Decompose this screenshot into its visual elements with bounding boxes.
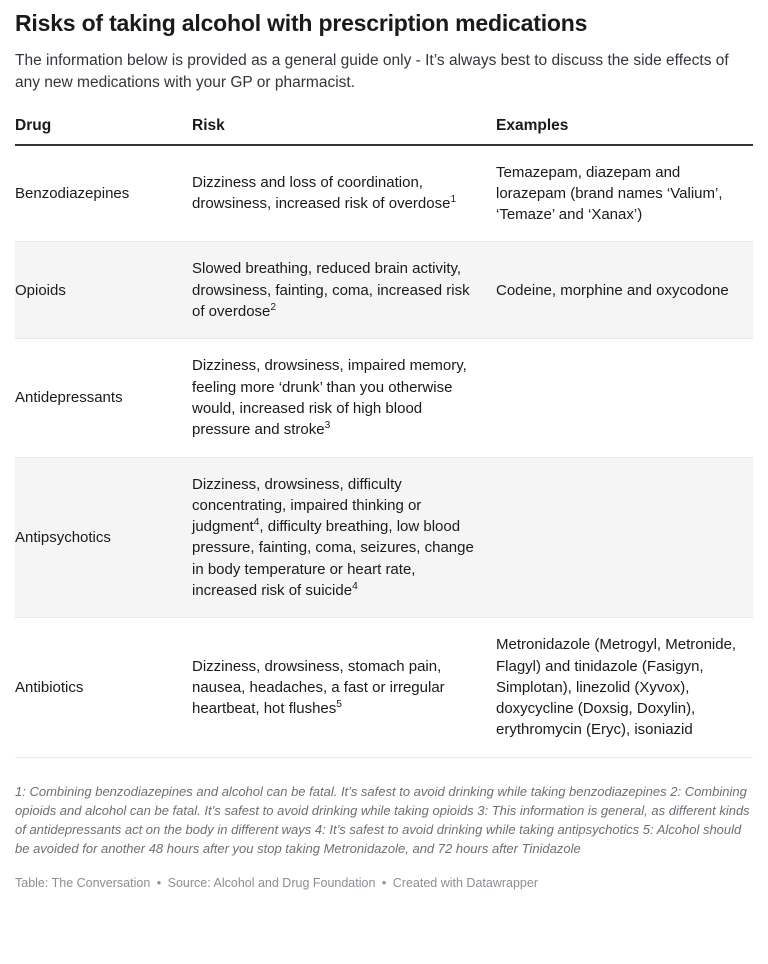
- cell-drug: Opioids: [15, 242, 192, 339]
- cell-drug: Antibiotics: [15, 618, 192, 757]
- credit-separator-2: •: [381, 876, 387, 891]
- table-credit: Table: The Conversation: [15, 876, 151, 891]
- column-header-risk: Risk: [192, 117, 496, 145]
- cell-risk: Dizziness, drowsiness, stomach pain, nausea, headaches, a fast or irregular heartbeat, hot flushes$^5$: [192, 618, 496, 757]
- table-row: [15, 618, 753, 757]
- column-header-drug: Drug: [15, 117, 192, 145]
- footnote-marker: 4: [253, 517, 260, 529]
- footnote-marker: 5: [336, 699, 342, 711]
- footnote-marker: 4: [352, 580, 358, 592]
- risks-table: [15, 117, 753, 758]
- page-title: Risks of taking alcohol with prescription medications: [15, 10, 588, 36]
- cell-examples: [496, 339, 753, 457]
- footer-credit: [15, 875, 753, 893]
- table-wrapper: [15, 117, 753, 758]
- column-header-examples: Examples: [496, 117, 753, 145]
- table-header: [15, 117, 753, 145]
- footnote-marker: 3: [324, 420, 331, 432]
- cell-examples: Metronidazole (Metrogyl, Metronide, Flagyl) and tinidazole (Fasigyn, Simplotan), linezolid (Xyvox), doxycycline (Doxsig, Doxylin), erythromycin (Eryc), isoniazid: [496, 618, 753, 757]
- cell-risk: Slowed breathing, reduced brain activity, drowsiness, fainting, coma, increased risk of overdose$^2$: [192, 242, 496, 339]
- cell-risk: Dizziness, drowsiness, impaired memory, feeling more ‘drunk’ than you otherwise would, increased risk of high blood pressure and stroke$^3$: [192, 339, 496, 457]
- source-credit: Source: Alcohol and Drug Foundation: [167, 876, 376, 891]
- cell-drug: Benzodiazepines: [15, 145, 192, 242]
- table-notes: 1: Combining benzodiazepines and alcohol can be fatal. It’s safest to avoid drinking while taking benzodiazepines 2: Combining opioids and alcohol can be fatal. It’s safest to avoid drinking while taking opioids 3: This information is general, as different kinds of antidepressants act on the body in different ways 4: It’s safest to avoid drinking while taking antipsychotics 5: Alcohol should be avoided for another 48 hours after you stop taking Metronidazole, and 72 hours after Tinidazole: [15, 783, 750, 857]
- footnote-marker: 2: [270, 302, 277, 314]
- cell-examples: Codeine, morphine and oxycodone: [496, 242, 753, 339]
- tool-credit: Created with Datawrapper: [392, 876, 538, 891]
- cell-examples: [496, 457, 753, 618]
- table-row: [15, 339, 753, 457]
- cell-drug: Antipsychotics: [15, 457, 192, 618]
- chart-subtitle: The information below is provided as a general guide only - It’s always best to discuss the side effects of any new medications with your GP or pharmacist.: [15, 51, 729, 92]
- table-body: [15, 145, 753, 758]
- table-row: [15, 145, 753, 242]
- footnote-marker: 1: [450, 194, 457, 206]
- table-header-row: [15, 117, 753, 145]
- cell-examples: Temazepam, diazepam and lorazepam (brand names ‘Valium’, ‘Temaze’ and ‘Xanax’): [496, 145, 753, 242]
- cell-drug: Antidepressants: [15, 339, 192, 457]
- table-row: [15, 242, 753, 339]
- table-row: [15, 457, 753, 618]
- cell-risk: Dizziness, drowsiness, difficulty concentrating, impaired thinking or judgment$^4$, difficulty breathing, low blood pressure, fainting, coma, seizures, change in body temperature or heart rate, increased risk of suicide$^4$: [192, 457, 496, 618]
- cell-risk: Dizziness and loss of coordination, drowsiness, increased risk of overdose$^1$: [192, 145, 496, 242]
- credit-separator-1: •: [156, 876, 162, 891]
